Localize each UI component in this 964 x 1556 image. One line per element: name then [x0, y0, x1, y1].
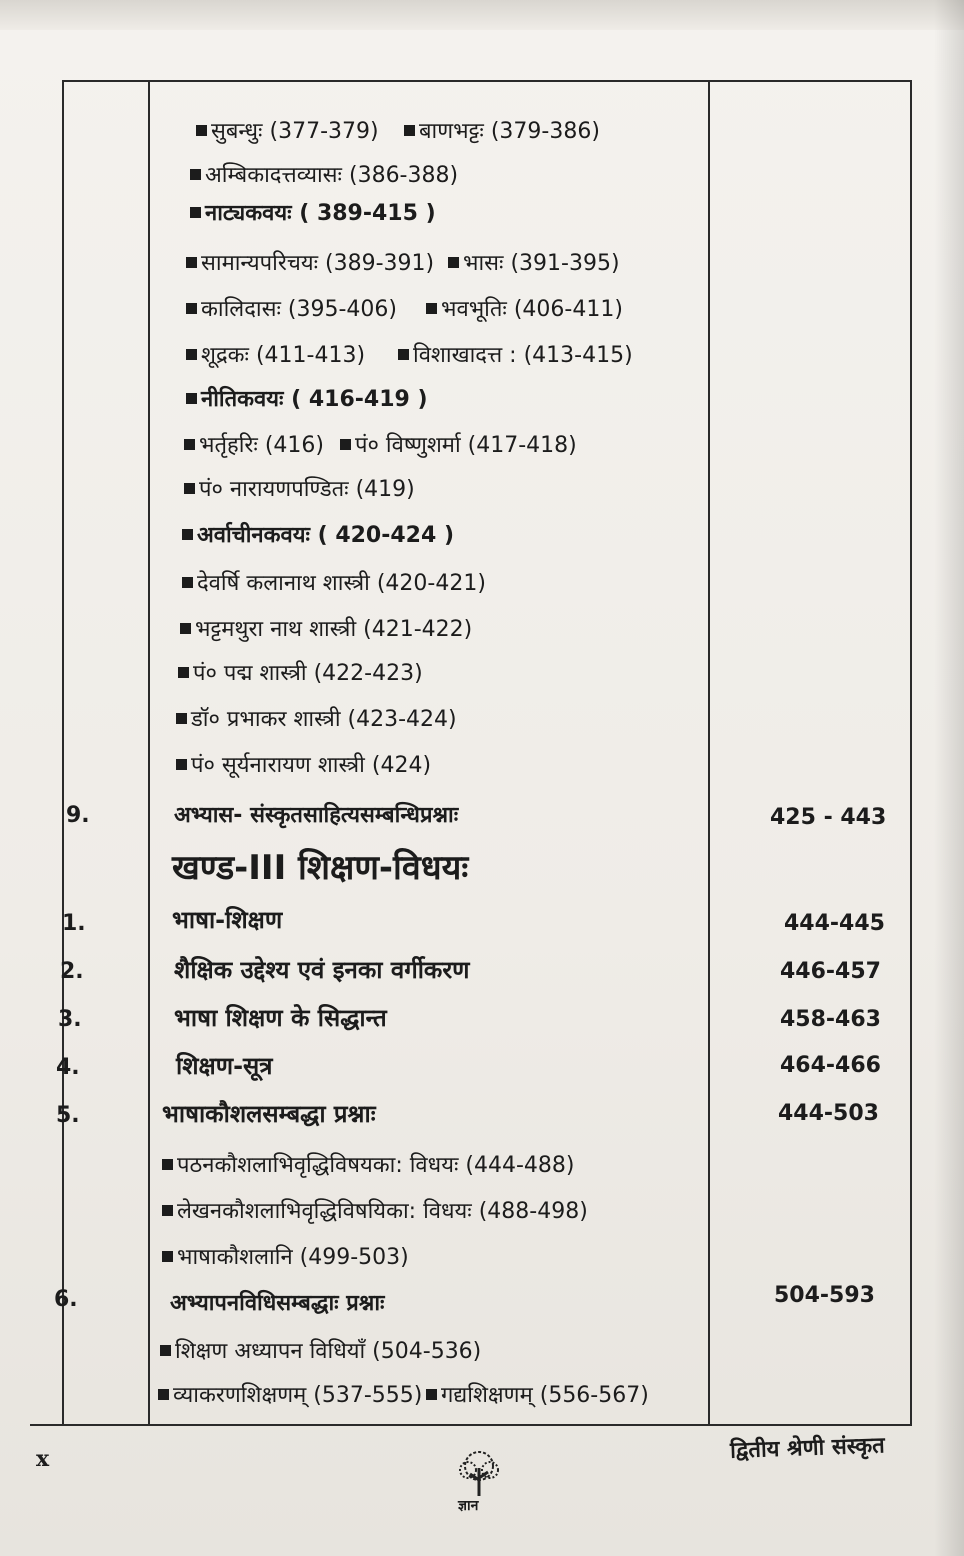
- entry-text: नीतिकवयः ( 416-419 ): [201, 387, 428, 412]
- sub-entry: [182, 570, 486, 598]
- bullet-square-icon: [340, 439, 351, 450]
- row-number: 3.: [58, 1007, 82, 1032]
- table-bottom-border: [30, 1424, 912, 1426]
- bullet-square-icon: [398, 349, 409, 360]
- logo-text: ज्ञान: [458, 1498, 479, 1514]
- sub-entry: [184, 476, 415, 504]
- entry-text: पं० सूर्यनारायण शास्त्री (424): [191, 753, 432, 778]
- row-number: 5.: [56, 1103, 80, 1128]
- entry-text: शिक्षण अध्यापन विधियाँ (504-536): [175, 1339, 482, 1364]
- sub-entry: [176, 752, 431, 780]
- row-title: भाषा-शिक्षण: [172, 906, 283, 934]
- row-title: अभ्यास- संस्कृतसाहित्यसम्बन्धिप्रश्नाः: [174, 803, 459, 828]
- sub-entry: [398, 342, 633, 370]
- entry-text: भाषाकौशलानि (499-503): [177, 1245, 409, 1270]
- bullet-square-icon: [162, 1251, 173, 1262]
- bullet-square-icon: [162, 1159, 173, 1170]
- entry-text: पं० विष्णुशर्मा (417-418): [355, 433, 577, 458]
- sub-entry: [190, 162, 458, 190]
- bullet-square-icon: [190, 169, 201, 180]
- entry-text: लेखनकौशलाभिवृद्धिविषयिका: विधयः (488-498): [177, 1199, 588, 1224]
- entry-text: गद्यशिक्षणम् (556-567): [441, 1383, 649, 1408]
- bullet-square-icon: [186, 303, 197, 314]
- entry-text: कालिदासः (395-406): [201, 297, 397, 322]
- entry-text: बाणभट्टः (379-386): [419, 119, 600, 144]
- entry-text: भासः (391-395): [463, 251, 620, 276]
- table-right-border: [910, 80, 912, 1426]
- sub-entry: [186, 342, 365, 370]
- bullet-square-icon: [196, 125, 207, 136]
- sub-entry: [186, 250, 434, 278]
- bullet-square-icon: [176, 713, 187, 724]
- table-left-border: [62, 80, 64, 1426]
- row-title: भाषा शिक्षण के सिद्धान्त: [174, 1004, 387, 1032]
- entry-text: पठनकौशलाभिवृद्धिविषयका: विधयः (444-488): [177, 1153, 575, 1178]
- bullet-square-icon: [186, 257, 197, 268]
- row-pages: 504-593: [774, 1283, 875, 1308]
- page-top-shadow: [0, 0, 964, 30]
- sub-entry: [184, 432, 324, 460]
- entry-text: भट्टमथुरा नाथ शास्त्री (421-422): [195, 617, 473, 642]
- row-title: अभ्यापनविधिसम्बद्धाः प्रश्नाः: [170, 1291, 385, 1316]
- section-heading: खण्ड-III शिक्षण-विधयः: [172, 848, 469, 888]
- bullet-square-icon: [404, 125, 415, 136]
- bullet-square-icon: [184, 483, 195, 494]
- row-pages: 464-466: [780, 1053, 881, 1078]
- page-number-marker: x: [36, 1446, 50, 1472]
- bullet-square-icon: [426, 1389, 437, 1400]
- bullet-square-icon: [158, 1389, 169, 1400]
- entry-text: नाट्यकवयः ( 389-415 ): [205, 201, 436, 226]
- bullet-square-icon: [190, 207, 201, 218]
- sub-entry: [182, 522, 454, 550]
- row-number: 1.: [62, 911, 86, 936]
- entry-text: अम्बिकादत्तव्यासः (386-388): [205, 163, 459, 188]
- row-pages: 458-463: [780, 1007, 881, 1032]
- entry-text: सामान्यपरिचयः (389-391): [201, 251, 435, 276]
- sub-entry: [196, 118, 379, 146]
- bullet-square-icon: [184, 439, 195, 450]
- entry-text: भवभूतिः (406-411): [441, 297, 623, 322]
- row-number: 4.: [56, 1055, 80, 1080]
- row-pages: 425 - 443: [770, 805, 887, 830]
- sub-entry: [186, 296, 397, 324]
- sub-entry: [448, 250, 620, 278]
- sub-entry: [162, 1198, 588, 1226]
- sub-entry: [180, 616, 472, 644]
- sub-entry: [186, 386, 428, 414]
- entry-text: अर्वाचीनकवयः ( 420-424 ): [197, 523, 455, 548]
- sub-entry: [162, 1152, 574, 1180]
- tree-logo-icon: [446, 1448, 512, 1518]
- row-number: 9.: [66, 803, 90, 828]
- sub-entry: [426, 1382, 649, 1410]
- row-pages: 444-445: [784, 911, 885, 936]
- page-right-shadow: [934, 0, 964, 1556]
- entry-text: पं० नारायणपण्डितः (419): [199, 477, 415, 502]
- entry-text: विशाखादत्त : (413-415): [413, 343, 633, 368]
- bullet-square-icon: [426, 303, 437, 314]
- book-title: द्वितीय श्रेणी संस्कृत: [729, 1433, 886, 1464]
- sub-entry: [190, 200, 436, 228]
- column-divider-1: [148, 80, 150, 1426]
- sub-entry: [340, 432, 577, 460]
- entry-text: डॉ० प्रभाकर शास्त्री (423-424): [191, 707, 457, 732]
- table-top-border: [62, 80, 912, 82]
- bullet-square-icon: [160, 1345, 171, 1356]
- bullet-square-icon: [162, 1205, 173, 1216]
- bullet-square-icon: [186, 393, 197, 404]
- row-title: शिक्षण-सूत्र: [176, 1052, 273, 1080]
- sub-entry: [158, 1382, 422, 1410]
- sub-entry: [178, 660, 423, 688]
- sub-entry: [176, 706, 457, 734]
- bullet-square-icon: [182, 529, 193, 540]
- entry-text: पं० पद्म शास्त्री (422-423): [193, 661, 423, 686]
- bullet-square-icon: [182, 577, 193, 588]
- row-title: भाषाकौशलसम्बद्धा प्रश्नाः: [162, 1100, 376, 1128]
- bullet-square-icon: [180, 623, 191, 634]
- sub-entry: [162, 1244, 409, 1272]
- column-divider-2: [708, 80, 710, 1426]
- entry-text: शूद्रकः (411-413): [201, 343, 366, 368]
- row-number: 6.: [54, 1287, 78, 1312]
- sub-entry: [404, 118, 600, 146]
- bullet-square-icon: [448, 257, 459, 268]
- row-pages: 444-503: [778, 1101, 879, 1126]
- bullet-square-icon: [178, 667, 189, 678]
- row-pages: 446-457: [780, 959, 881, 984]
- entry-text: देवर्षि कलानाथ शास्त्री (420-421): [197, 571, 486, 596]
- sub-entry: [160, 1338, 481, 1366]
- row-title: शैक्षिक उद्देश्य एवं इनका वर्गीकरण: [174, 956, 470, 984]
- sub-entry: [426, 296, 623, 324]
- entry-text: व्याकरणशिक्षणम् (537-555): [173, 1383, 423, 1408]
- entry-text: सुबन्धुः (377-379): [211, 119, 379, 144]
- row-number: 2.: [60, 959, 84, 984]
- bullet-square-icon: [186, 349, 197, 360]
- bullet-square-icon: [176, 759, 187, 770]
- entry-text: भर्तृहरिः (416): [199, 433, 324, 458]
